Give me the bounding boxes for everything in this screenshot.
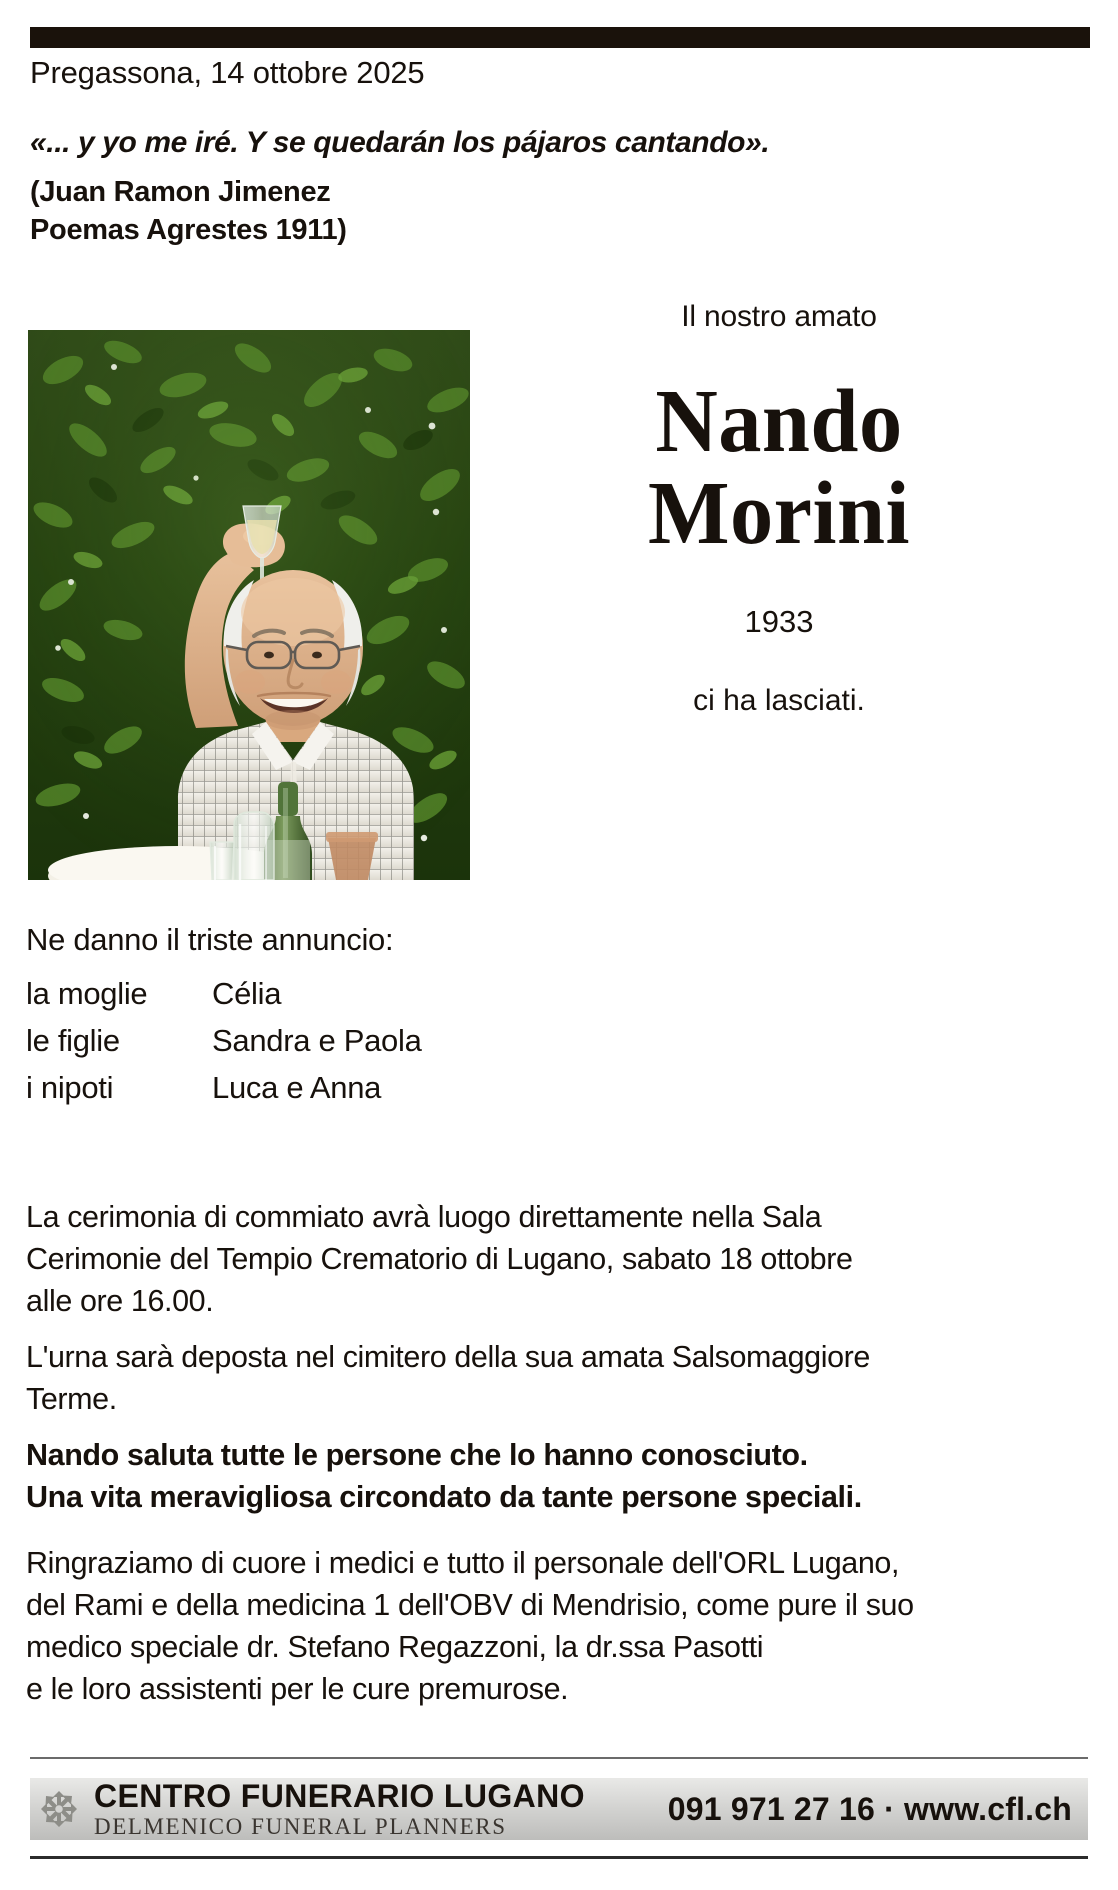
family-names: Sandra e Paola xyxy=(212,1023,422,1058)
funeral-home-footer xyxy=(30,1778,1088,1840)
thanks-line-1: Ringraziamo di cuore i medici e tutto il personale dell'ORL Lugano, xyxy=(26,1546,900,1580)
family-relation: la moglie xyxy=(26,976,148,1011)
footer-top-divider xyxy=(30,1757,1088,1759)
footer-bottom-divider xyxy=(30,1856,1088,1859)
ceremony-line-1: La cerimonia di commiato avrà luogo direttamente nella Sala xyxy=(26,1200,822,1234)
contact-info[interactable]: 091 971 27 16 · www.cfl.ch xyxy=(667,1790,1072,1827)
thanks-line-2: del Rami e della medicina 1 dell'OBV di Mendrisio, come pure il suo xyxy=(26,1588,914,1622)
farewell-line: ci ha lasciati. xyxy=(693,684,865,717)
epigraph-attribution xyxy=(30,173,347,249)
hero-preamble: Il nostro amato xyxy=(681,300,877,333)
company-name: CENTRO FUNERARIO LUGANO xyxy=(94,1778,585,1814)
announcement-lead: Ne danno il triste annuncio: xyxy=(26,922,394,957)
deceased-photo xyxy=(28,330,470,880)
birth-year: 1933 xyxy=(744,604,814,639)
thanks-line-3: medico speciale dr. Stefano Regazzoni, la dr.ssa Pasotti xyxy=(26,1630,764,1664)
epigraph-source: Poemas Agrestes 1911) xyxy=(30,214,347,246)
ceremony-line-3: alle ore 16.00. xyxy=(26,1284,214,1318)
urn-line-1: L'urna sarà deposta nel cimitero della sua amata Salsomaggiore xyxy=(26,1340,870,1374)
family-relation: i nipoti xyxy=(26,1070,114,1105)
deceased-first-name: Nando xyxy=(655,372,903,471)
top-black-rule xyxy=(30,27,1090,48)
family-list xyxy=(26,970,646,1111)
family-row xyxy=(26,1017,646,1064)
epigraph-quote: «... y yo me iré. Y se quedarán los pájaros cantando». xyxy=(30,126,770,159)
urn-line-2: Terme. xyxy=(26,1382,117,1416)
greeting-paragraph xyxy=(26,1434,1081,1518)
thanks-paragraph xyxy=(26,1542,1081,1710)
thanks-line-4: e le loro assistenti per le cure premurose. xyxy=(26,1672,569,1706)
ceremony-line-2: Cerimonie del Tempio Crematorio di Lugano, sabato 18 ottobre xyxy=(26,1242,853,1276)
family-names: Luca e Anna xyxy=(212,1070,382,1105)
family-relation: le figlie xyxy=(26,1023,120,1058)
deceased-last-name: Morini xyxy=(647,464,911,563)
urn-paragraph xyxy=(26,1336,1081,1420)
greeting-line-1: Nando saluta tutte le persone che lo hanno conosciuto. xyxy=(26,1438,808,1472)
family-row xyxy=(26,970,646,1017)
hero-block xyxy=(470,300,1088,718)
body-text xyxy=(26,1196,1081,1726)
place-and-date: Pregassona, 14 ottobre 2025 xyxy=(30,55,425,90)
pinwheel-asterisk-icon xyxy=(34,1784,84,1834)
family-names: Célia xyxy=(212,976,282,1011)
company-tagline: DELMENICO FUNERAL PLANNERS xyxy=(94,1814,507,1839)
funeral-home-wordmark xyxy=(94,1780,585,1838)
ceremony-paragraph xyxy=(26,1196,1081,1322)
epigraph-author: (Juan Ramon Jimenez xyxy=(30,176,331,208)
greeting-line-2: Una vita meravigliosa circondato da tante persone speciali. xyxy=(26,1480,862,1514)
family-row xyxy=(26,1064,646,1111)
